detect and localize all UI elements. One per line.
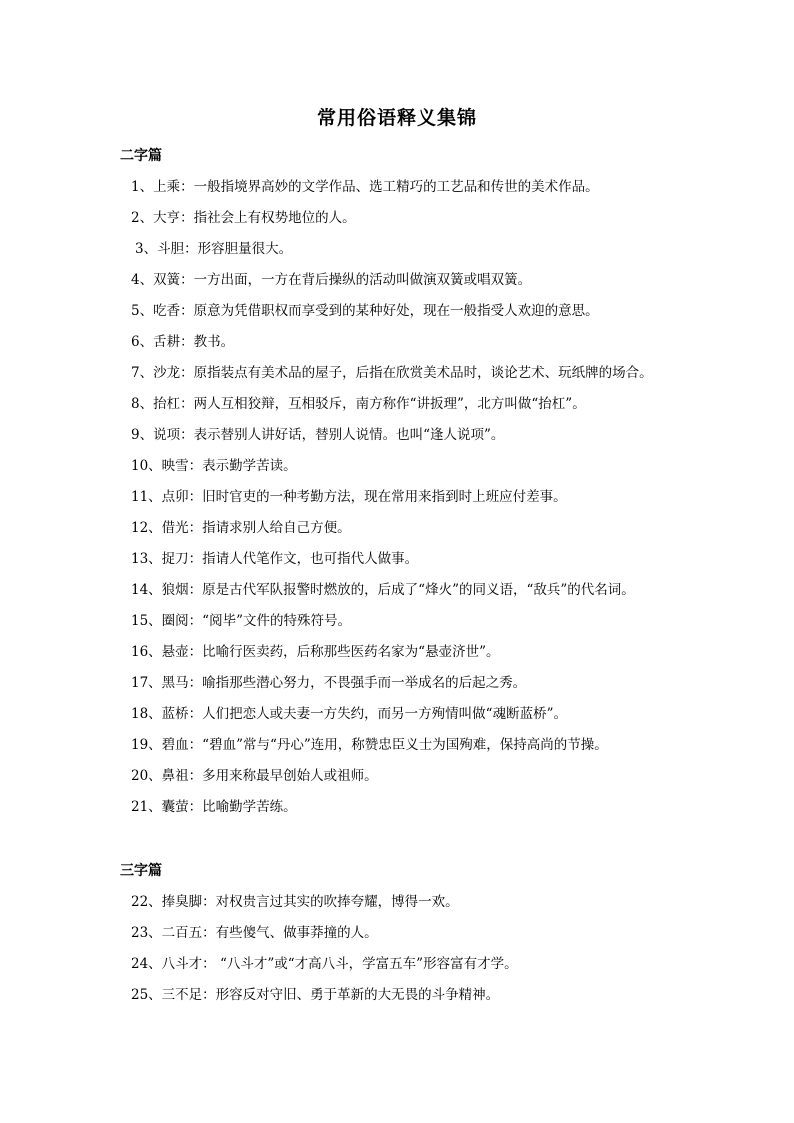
list-item: 16、悬壶：比喻行医卖药，后称那些医药名家为“悬壶济世”。 [131,644,500,660]
list-item: 24、八斗才： “八斗才”或“才高八斗，学富五车”形容富有才学。 [131,956,518,972]
list-item: 13、捉刀：指请人代笔作文，也可指代人做事。 [131,551,419,567]
list-item: 5、吃香：原意为凭借职权而享受到的某种好处，现在一般指受人欢迎的意思。 [131,303,599,319]
list-item: 25、三不足：形容反对守旧、勇于革新的大无畏的斗争精神。 [131,987,500,1003]
section-heading-two-char: 二字篇 [120,148,162,164]
list-item: 12、借光：指请求别人给自己方便。 [131,520,351,536]
page-title: 常用俗语释义集锦 [316,107,477,129]
list-item: 7、沙龙：原指装点有美术品的屋子，后指在欣赏美术品时，谈论艺术、玩纸牌的场合。 [131,365,653,381]
list-item: 11、点卯：旧时官吏的一种考勤方法，现在常用来指到时上班应付差事。 [131,489,567,505]
list-item: 22、捧臭脚：对权贵言过其实的吹捧夸耀，博得一欢。 [131,894,459,910]
list-item: 6、舌耕：教书。 [131,334,235,350]
list-item: 17、黑马：喻指那些潜心努力，不畏强手而一举成名的后起之秀。 [131,675,527,691]
list-item: 20、鼻祖：多用来称最早创始人或祖师。 [131,768,378,784]
list-item: 23、二百五：有些傻气、做事莽撞的人。 [131,925,378,941]
list-item: 1、上乘：一般指境界高妙的文学作品、选工精巧的工艺品和传世的美术作品。 [131,179,599,195]
list-item: 8、抬杠：两人互相狡辩，互相驳斥，南方称作“讲扳理”，北方叫做“抬杠”。 [131,396,586,412]
list-item: 3、斗胆：形容胆量很大。 [135,241,293,257]
list-item: 18、蓝桥：人们把恋人或夫妻一方失约，而另一方殉情叫做“魂断蓝桥”。 [131,706,567,722]
list-item: 2、大亨：指社会上有权势地位的人。 [131,210,356,226]
list-item: 14、狼烟：原是古代军队报警时燃放的，后成了“烽火”的同义语，“敌兵”的代名词。 [131,582,635,598]
section-heading-three-char: 三字篇 [120,863,162,879]
list-item: 21、囊萤：比喻勤学苦练。 [131,799,297,815]
list-item: 9、说项：表示替别人讲好话，替别人说情。也叫“逢人说项”。 [131,427,505,443]
list-item: 19、碧血：“碧血”常与“丹心”连用，称赞忠臣义士为国殉难，保持高尚的节操。 [131,737,608,753]
list-item: 15、圈阅：“阅毕”文件的特殊符号。 [131,613,351,629]
list-item: 4、双簧：一方出面，一方在背后操纵的活动叫做演双簧或唱双簧。 [131,272,532,288]
list-item: 10、映雪：表示勤学苦读。 [131,458,297,474]
